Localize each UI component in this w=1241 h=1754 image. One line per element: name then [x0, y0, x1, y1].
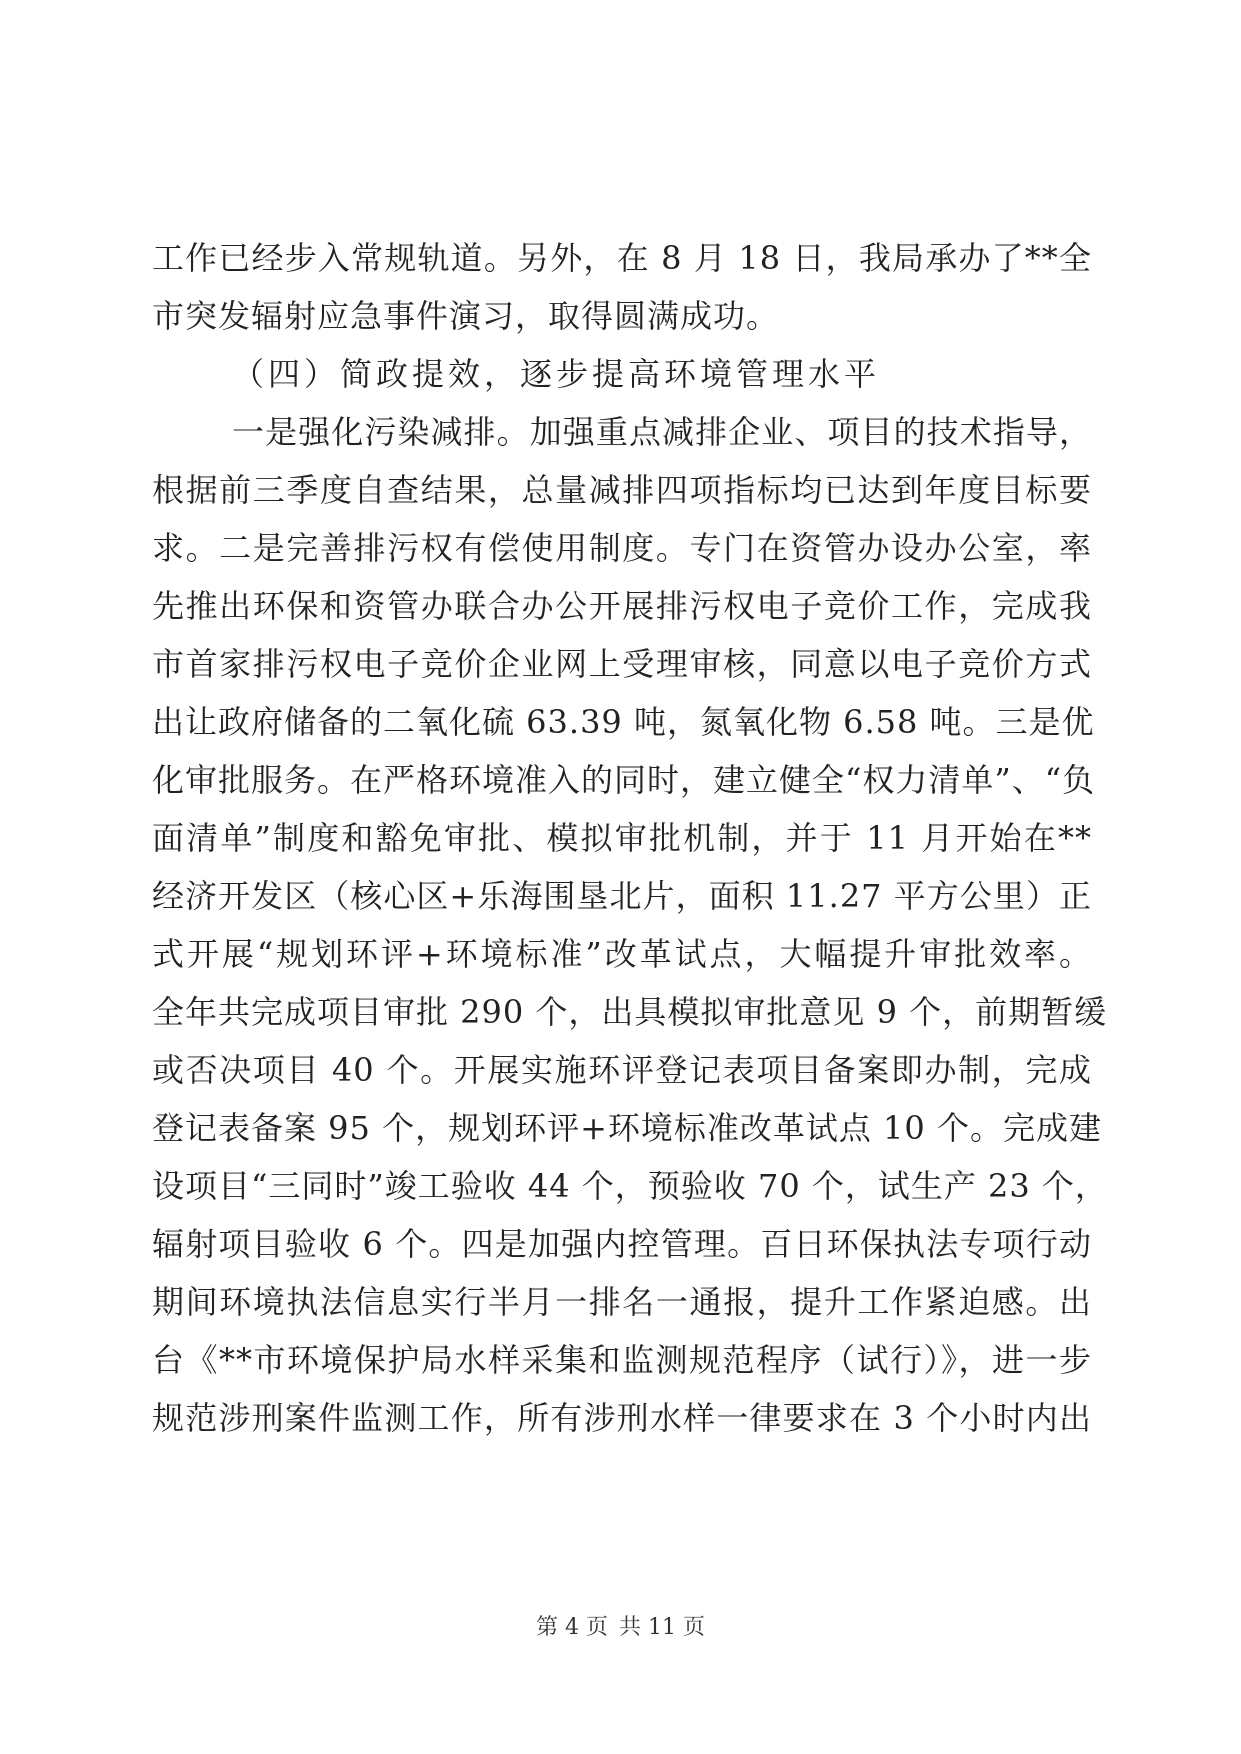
section-heading: （四）简政提效，逐步提高环境管理水平: [232, 355, 881, 393]
body-text-line: 市首家排污权电子竞价企业网上受理审核，同意以电子竞价方式: [152, 645, 1092, 683]
body-text-line: 式开展“规划环评+环境标准”改革试点，大幅提升审批效率。: [152, 935, 1092, 973]
body-text-line: 求。二是完善排污权有偿使用制度。专门在资管办设办公室，率: [152, 529, 1092, 567]
body-text-line: 经济开发区（核心区+乐海围垦北片，面积 11.27 平方公里）正: [152, 877, 1092, 915]
body-text-line: 工作已经步入常规轨道。另外，在 8 月 18 日，我局承办了**全: [152, 239, 1092, 277]
body-text-line: 化审批服务。在严格环境准入的同时，建立健全“权力清单”、“负: [152, 761, 1096, 799]
body-text-line: 面清单”制度和豁免审批、模拟审批机制，并于 11 月开始在**: [152, 819, 1092, 857]
page-footer: [0, 1610, 1241, 1641]
body-text-line: 设项目“三同时”竣工验收 44 个，预验收 70 个，试生产 23 个，: [152, 1167, 1108, 1205]
body-text-line: 登记表备案 95 个，规划环评+环境标准改革试点 10 个。完成建: [152, 1109, 1102, 1147]
page-number: 第 4 页: [536, 1615, 608, 1640]
body-text-line: 先推出环保和资管办联合办公开展排污权电子竞价工作，完成我: [152, 587, 1092, 625]
body-text-line: 市突发辐射应急事件演习，取得圆满成功。: [152, 297, 780, 335]
body-text-line: 一是强化污染减排。加强重点减排企业、项目的技术指导，: [232, 413, 1092, 451]
body-text-line: 台《**市环境保护局水样采集和监测规范程序（试行）》，进一步: [152, 1341, 1092, 1379]
body-text-line: 全年共完成项目审批 290 个，出具模拟审批意见 9 个，前期暂缓: [152, 993, 1108, 1031]
body-text-line: 辐射项目验收 6 个。四是加强内控管理。百日环保执法专项行动: [152, 1225, 1092, 1263]
body-text-line: 出让政府储备的二氧化硫 63.39 吨，氮氧化物 6.58 吨。三是优: [152, 703, 1095, 741]
body-text-line: 或否决项目 40 个。开展实施环评登记表项目备案即办制，完成: [152, 1051, 1092, 1089]
body-text-line: 期间环境执法信息实行半月一排名一通报，提升工作紧迫感。出: [152, 1283, 1092, 1321]
body-text-line: 根据前三季度自查结果，总量减排四项指标均已达到年度目标要: [152, 471, 1092, 509]
body-text-line: 规范涉刑案件监测工作，所有涉刑水样一律要求在 3 个小时内出: [152, 1399, 1092, 1437]
page-total: 共 11 页: [619, 1615, 705, 1640]
